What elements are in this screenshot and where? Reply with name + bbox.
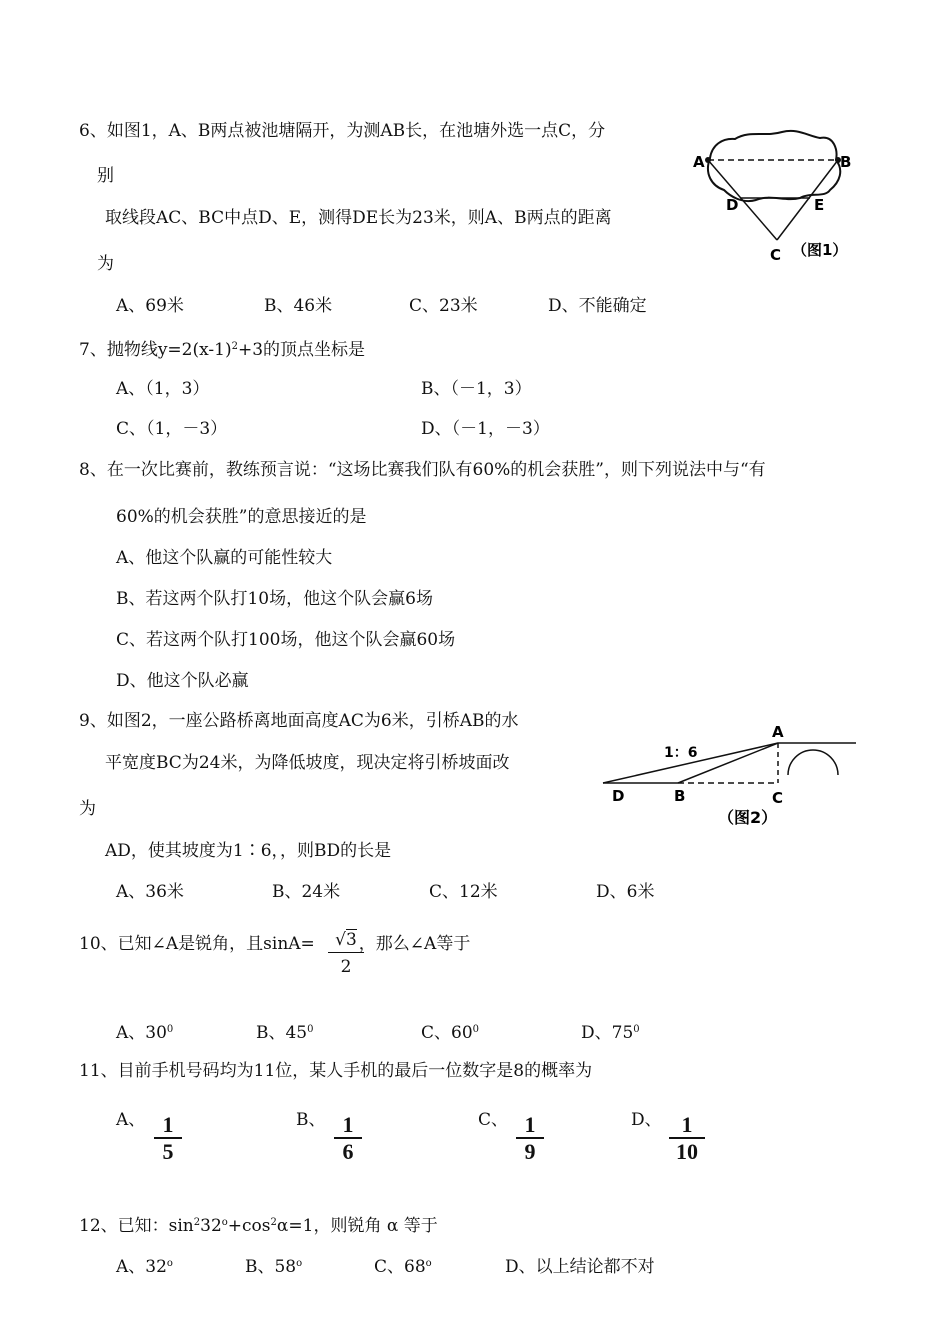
q11-option-a-letter: A、 bbox=[116, 1110, 146, 1130]
q11-option-b-letter: B、 bbox=[296, 1110, 326, 1130]
q8-line2: 60%的机会获胜”的意思接近的是 bbox=[116, 507, 367, 527]
q10-option-a: A、$30^0$ bbox=[116, 1023, 174, 1043]
label-c: C bbox=[770, 246, 782, 264]
label-c: C bbox=[772, 789, 784, 807]
q12-option-d: D、以上结论都不对 bbox=[505, 1257, 655, 1277]
q10-numerator: √3 bbox=[328, 928, 364, 953]
q10-stem: 10、已知∠A是锐角，且sinA= ，那么∠A等于 bbox=[79, 934, 471, 954]
bridge-arch bbox=[788, 750, 838, 775]
label-b: B bbox=[840, 153, 852, 171]
q9-option-b: B、24米 bbox=[272, 882, 341, 902]
q11-option-b-fraction: $\frac{1}{6}$ bbox=[334, 1113, 362, 1165]
q6-option-d: D、不能确定 bbox=[548, 296, 647, 316]
q6-line3: 取线段AC、BC中点D、E，测得DE长为23米，则A、B两点的距离 bbox=[105, 208, 612, 228]
label-e: E bbox=[814, 196, 825, 214]
label-b: B bbox=[674, 787, 686, 805]
q7-stem: 7、抛物线$y=2(x-1)^2+3$的顶点坐标是 bbox=[79, 340, 366, 360]
q8-line1: 8、在一次比赛前，教练预言说：“这场比赛我们队有60%的机会获胜”，则下列说法中与“有 bbox=[79, 460, 766, 480]
q10-option-c: C、$60^0$ bbox=[421, 1023, 480, 1043]
q7-option-a: A、（1，3） bbox=[116, 379, 210, 399]
label-d: D bbox=[726, 196, 739, 214]
q8-option-c: C、若这两个队打100场，他这个队会赢60场 bbox=[116, 630, 456, 650]
q10-option-b: B、$45^0$ bbox=[256, 1023, 314, 1043]
q9-line1: 9、如图2，一座公路桥离地面高度AC为6米，引桥AB的水 bbox=[79, 711, 519, 731]
q9-option-a: A、36米 bbox=[116, 882, 184, 902]
sqrt-symbol-icon: √ bbox=[335, 930, 346, 950]
q9-line2: 平宽度BC为24米，为降低坡度，现决定将引桥坡面改 bbox=[105, 753, 510, 773]
q6-line1: 6、如图1，A、B两点被池塘隔开，为测AB长，在池塘外选一点C，分 bbox=[79, 121, 606, 141]
q6-option-a: A、69米 bbox=[116, 296, 184, 316]
q6-option-b: B、46米 bbox=[264, 296, 333, 316]
label-d: D bbox=[612, 787, 625, 805]
q12-option-c: C、68$^o$ bbox=[374, 1257, 432, 1277]
q6-line4: 为 bbox=[97, 254, 114, 274]
q8-option-d: D、他这个队必赢 bbox=[116, 671, 249, 691]
q11-option-c-letter: C、 bbox=[478, 1110, 509, 1130]
q7-option-c: C、（1，－3） bbox=[116, 419, 228, 439]
q11-stem: 11、目前手机号码均为11位，某人手机的最后一位数字是8的概率为 bbox=[79, 1061, 593, 1081]
q11-option-d-letter: D、 bbox=[631, 1110, 662, 1130]
q10-fraction bbox=[328, 928, 364, 981]
q8-option-a: A、他这个队赢的可能性较大 bbox=[116, 548, 333, 568]
pond-outline bbox=[708, 131, 840, 201]
segment-bc bbox=[777, 160, 838, 240]
q9-option-d: D、6米 bbox=[596, 882, 655, 902]
label-a: A bbox=[693, 153, 705, 171]
q7-option-d: D、（－1，－3） bbox=[421, 419, 550, 439]
figure-2-caption: （图2） bbox=[718, 808, 778, 827]
q9-line3: 为 bbox=[79, 799, 96, 819]
q6-option-c: C、23米 bbox=[409, 296, 478, 316]
q11-option-d-fraction: $\frac{1}{10}$ bbox=[669, 1113, 705, 1165]
q12-option-a: A、32$^o$ bbox=[116, 1257, 173, 1277]
q12-option-b: B、58$^o$ bbox=[245, 1257, 303, 1277]
figure-1-pond-diagram bbox=[690, 120, 880, 270]
figure-2-bridge-diagram bbox=[598, 715, 860, 830]
q9-line4: AD，使其坡度为1∶6，，则BD的长是 bbox=[105, 841, 392, 861]
q9-option-c: C、12米 bbox=[429, 882, 498, 902]
q11-option-c-fraction: $\frac{1}{9}$ bbox=[516, 1113, 544, 1165]
q8-option-b: B、若这两个队打10场，他这个队会赢6场 bbox=[116, 589, 433, 609]
label-a: A bbox=[772, 723, 784, 741]
q10-denominator: 2 bbox=[340, 957, 352, 977]
q10-option-d: D、$75^0$ bbox=[581, 1023, 640, 1043]
figure-1-caption: （图1） bbox=[792, 241, 848, 259]
q11-option-a-fraction: $\frac{1}{5}$ bbox=[154, 1113, 182, 1165]
q12-stem: 12、已知：$\sin^232^o+\cos^2\alpha=1$，则锐角 α 等于 bbox=[79, 1216, 438, 1236]
q7-option-b: B、（－1，3） bbox=[421, 379, 532, 399]
q6-line2: 别 bbox=[97, 166, 114, 186]
segment-ac bbox=[708, 160, 777, 240]
ratio-label: 1：6 bbox=[664, 745, 698, 761]
